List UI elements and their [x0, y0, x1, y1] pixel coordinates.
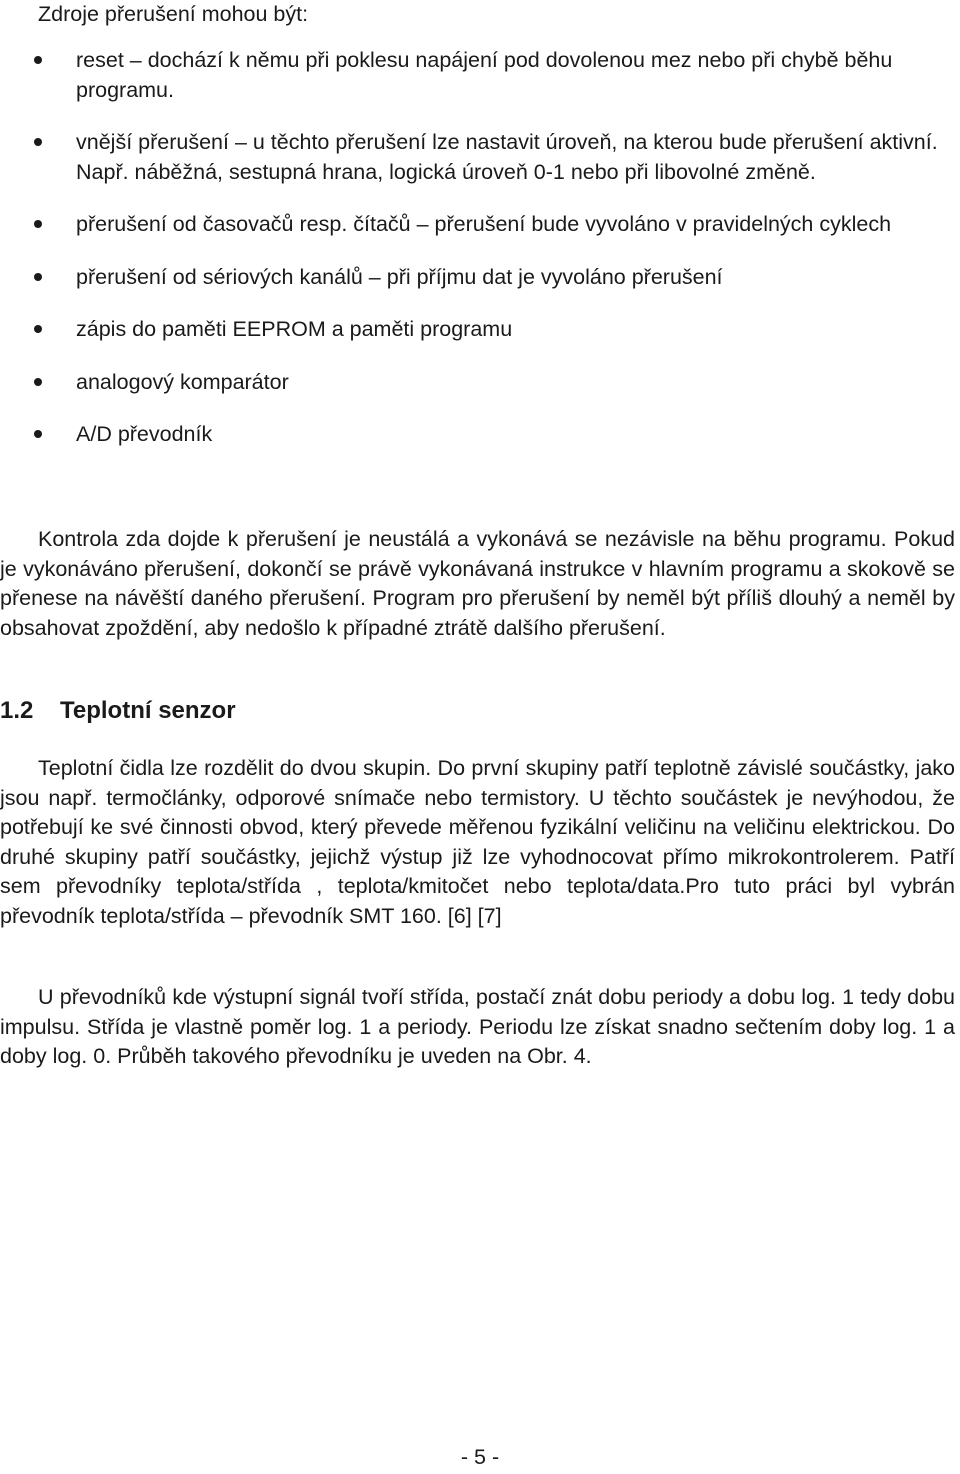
list-item-text: vnější přerušení – u těchto přerušení lze nastavit úroveň, na kterou bude přerušení aktivní. Např. náběžná, sestupná hrana, logická úroveň 0-1 nebo při libovolné změně.	[76, 130, 938, 184]
bullet-icon	[34, 325, 42, 333]
interrupt-sources-list	[0, 46, 960, 473]
list-item	[0, 315, 960, 345]
bullet-icon	[34, 273, 42, 281]
bullet-icon	[34, 220, 42, 228]
temperature-sensor-paragraph: Teplotní čidla lze rozdělit do dvou skupin. Do první skupiny patří teplotně závislé součástky, jako jsou např. termočlánky, odporové snímače nebo termistory. U těchto součástek je nevýhodou, že potřebují ke své činnosti obvod, který převede měřenou fyzikální veličinu na veličinu elektrickou. Do druhé skupiny patří součástky, jejichž výstup již lze vyhodnocovat přímo mikrokontrolerem. Patří sem převodníky teplota/střída , teplota/kmitočet nebo teplota/data.Pro tuto práci byl vybrán převodník teplota/střída – převodník SMT 160. [6] [7]	[0, 756, 955, 928]
bullet-icon	[34, 56, 42, 64]
list-item	[0, 420, 960, 450]
bullet-icon	[34, 378, 42, 386]
list-item-text: reset – dochází k němu při poklesu napájení pod dovolenou mez nebo při chybě běhu programu.	[76, 48, 893, 102]
section-title: Teplotní senzor	[60, 697, 236, 724]
list-item-text: přerušení od sériových kanálů – při příjmu dat je vyvoláno přerušení	[76, 264, 723, 289]
list-item-text: zápis do paměti EEPROM a paměti programu	[76, 317, 513, 341]
duty-cycle-paragraph: U převodníků kde výstupní signál tvoří střída, postačí znát dobu periody a dobu log. 1 tedy dobu impulsu. Střída je vlastně poměr log. 1 a periody. Periodu lze získat snadno sečtením doby log. 1 a doby log. 0. Průběh takového převodníku je uveden na Obr. 4.	[0, 985, 955, 1068]
list-item	[0, 263, 960, 293]
list-item	[0, 128, 960, 187]
page-number: - 5 -	[460, 1445, 500, 1469]
list-item-text: A/D převodník	[76, 422, 213, 446]
interrupt-control-paragraph: Kontrola zda dojde k přerušení je neustálá a vykonává se nezávisle na běhu programu. Pokud je vykonáváno přerušení, dokončí se právě vykonávaná instrukce v hlavním programu a skokově se přenese na návěští daného přerušení. Program pro přerušení by neměl být příliš dlouhý a neměl by obsahovat zpoždění, aby nedošlo k případné ztrátě dalšího přerušení.	[0, 527, 955, 640]
list-item-text: analogový komparátor	[76, 369, 289, 394]
list-item-text: přerušení od časovačů resp. čítačů – přerušení bude vyvoláno v pravidelných cyklech	[76, 212, 892, 236]
list-item	[0, 210, 960, 240]
list-item	[0, 368, 960, 398]
bullet-icon	[34, 430, 42, 438]
intro-text: Zdroje přerušení mohou být:	[38, 2, 309, 26]
section-number: 1.2	[0, 697, 34, 724]
list-item	[0, 46, 960, 105]
section-heading	[0, 695, 236, 727]
bullet-icon	[34, 138, 42, 146]
